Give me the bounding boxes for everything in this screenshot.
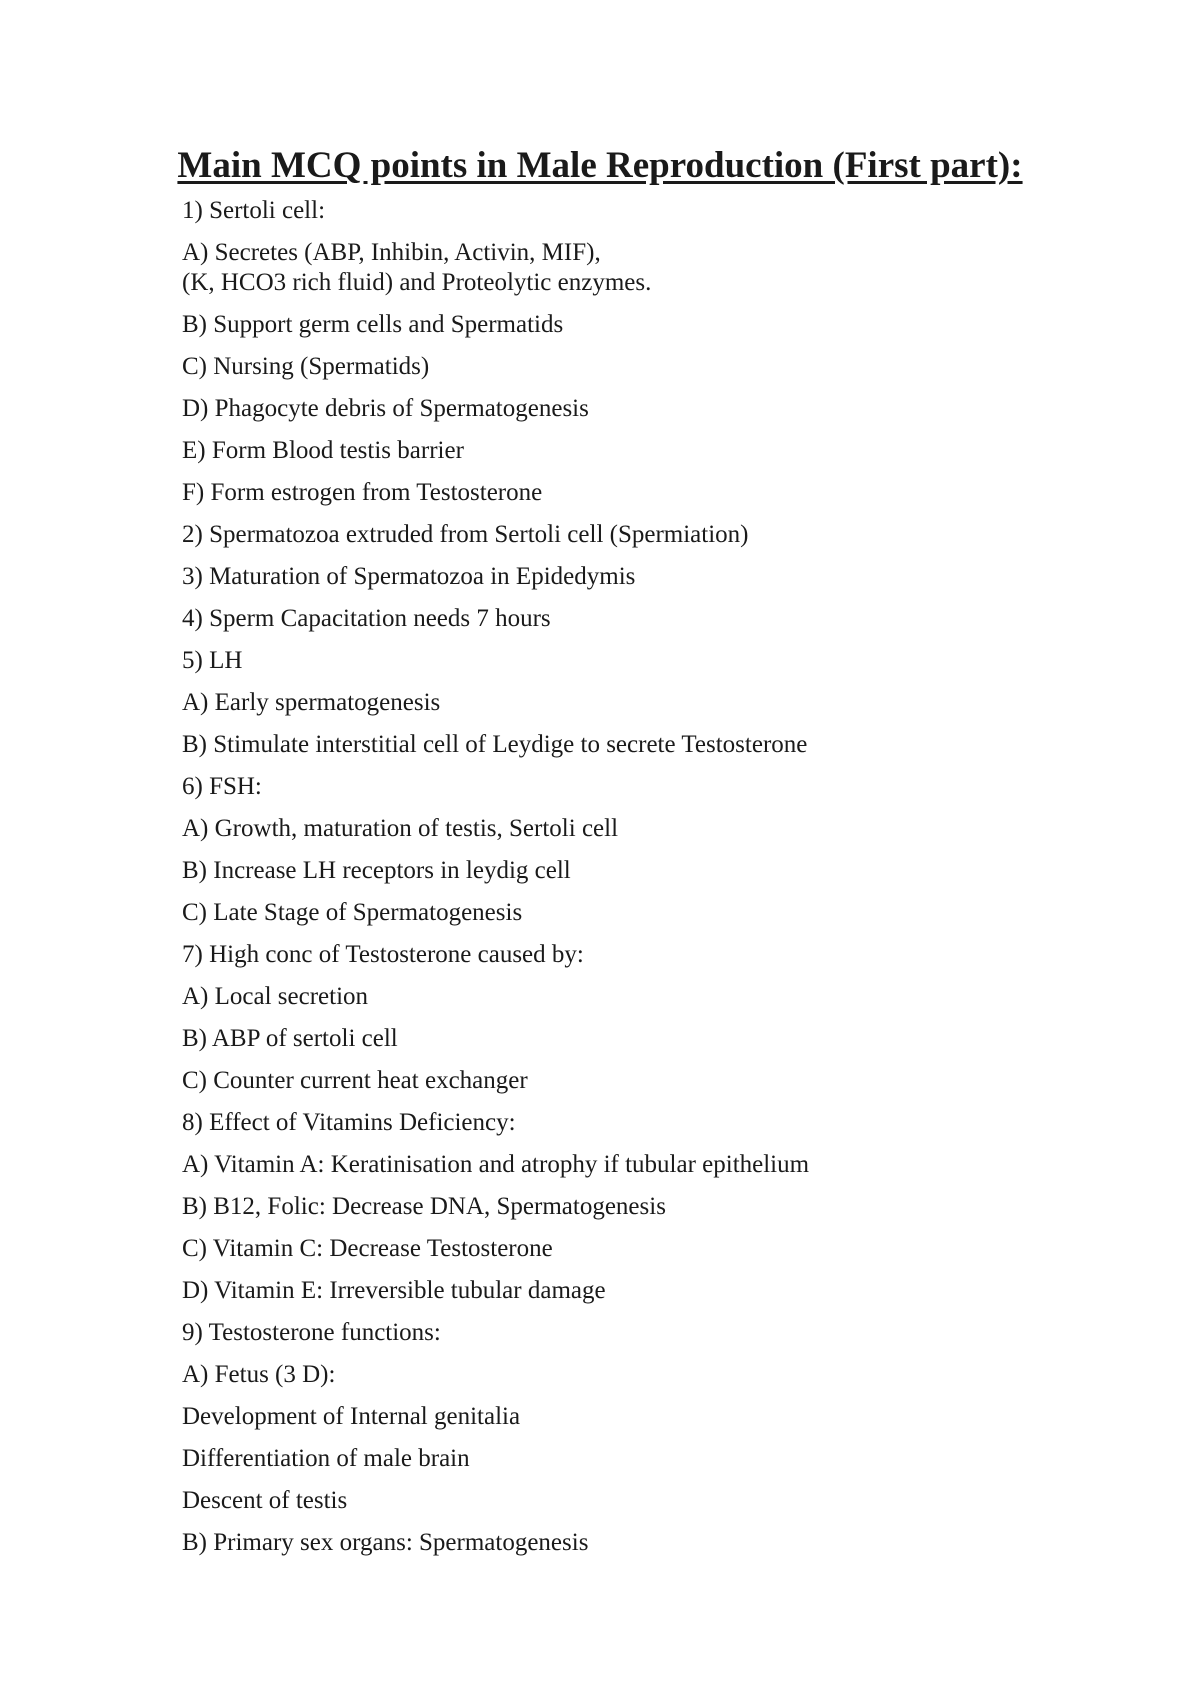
text-line: B) B12, Folic: Decrease DNA, Spermatogenesis	[182, 1193, 666, 1220]
text-line: B) ABP of sertoli cell	[182, 1025, 398, 1052]
text-line: B) Increase LH receptors in leydig cell	[182, 857, 571, 884]
text-line: B) Primary sex organs: Spermatogenesis	[182, 1529, 589, 1556]
text-line: (K, HCO3 rich fluid) and Proteolytic enzymes.	[182, 269, 652, 296]
text-line: 7) High conc of Testosterone caused by:	[182, 941, 584, 968]
text-line: A) Local secretion	[182, 983, 369, 1010]
text-line: 3) Maturation of Spermatozoa in Epidedymis	[182, 563, 636, 590]
text-line: A) Early spermatogenesis	[182, 689, 441, 716]
text-line: Descent of testis	[182, 1487, 348, 1514]
text-line: Differentiation of male brain	[182, 1445, 470, 1472]
text-line: A) Growth, maturation of testis, Sertoli cell	[182, 815, 619, 842]
text-line: 5) LH	[182, 647, 243, 674]
text-line: B) Stimulate interstitial cell of Leydige to secrete Testosterone	[182, 731, 808, 758]
text-line: 8) Effect of Vitamins Deficiency:	[182, 1109, 516, 1136]
text-line: A) Fetus (3 D):	[182, 1361, 336, 1388]
text-line: Development of Internal genitalia	[182, 1403, 521, 1430]
text-line: C) Vitamin C: Decrease Testosterone	[182, 1235, 553, 1262]
text-line: 4) Sperm Capacitation needs 7 hours	[182, 605, 551, 632]
document-body	[182, 196, 1162, 1570]
page-title: Main MCQ points in Male Reproduction (First part):	[177, 145, 1023, 186]
text-line: A) Secretes (ABP, Inhibin, Activin, MIF),	[182, 239, 601, 266]
text-line: C) Nursing (Spermatids)	[182, 353, 430, 380]
text-line: C) Late Stage of Spermatogenesis	[182, 899, 523, 926]
text-line: E) Form Blood testis barrier	[182, 437, 464, 464]
text-line: 2) Spermatozoa extruded from Sertoli cell (Spermiation)	[182, 521, 749, 548]
text-line: F) Form estrogen from Testosterone	[182, 479, 543, 506]
text-line: B) Support germ cells and Spermatids	[182, 311, 564, 338]
text-line: D) Phagocyte debris of Spermatogenesis	[182, 395, 589, 422]
text-line: 6) FSH:	[182, 773, 262, 800]
text-line: 9) Testosterone functions:	[182, 1319, 441, 1346]
text-line: A) Vitamin A: Keratinisation and atrophy if tubular epithelium	[182, 1151, 810, 1178]
text-line: C) Counter current heat exchanger	[182, 1067, 528, 1094]
text-line: 1) Sertoli cell:	[182, 197, 326, 224]
text-line: D) Vitamin E: Irreversible tubular damage	[182, 1277, 606, 1304]
